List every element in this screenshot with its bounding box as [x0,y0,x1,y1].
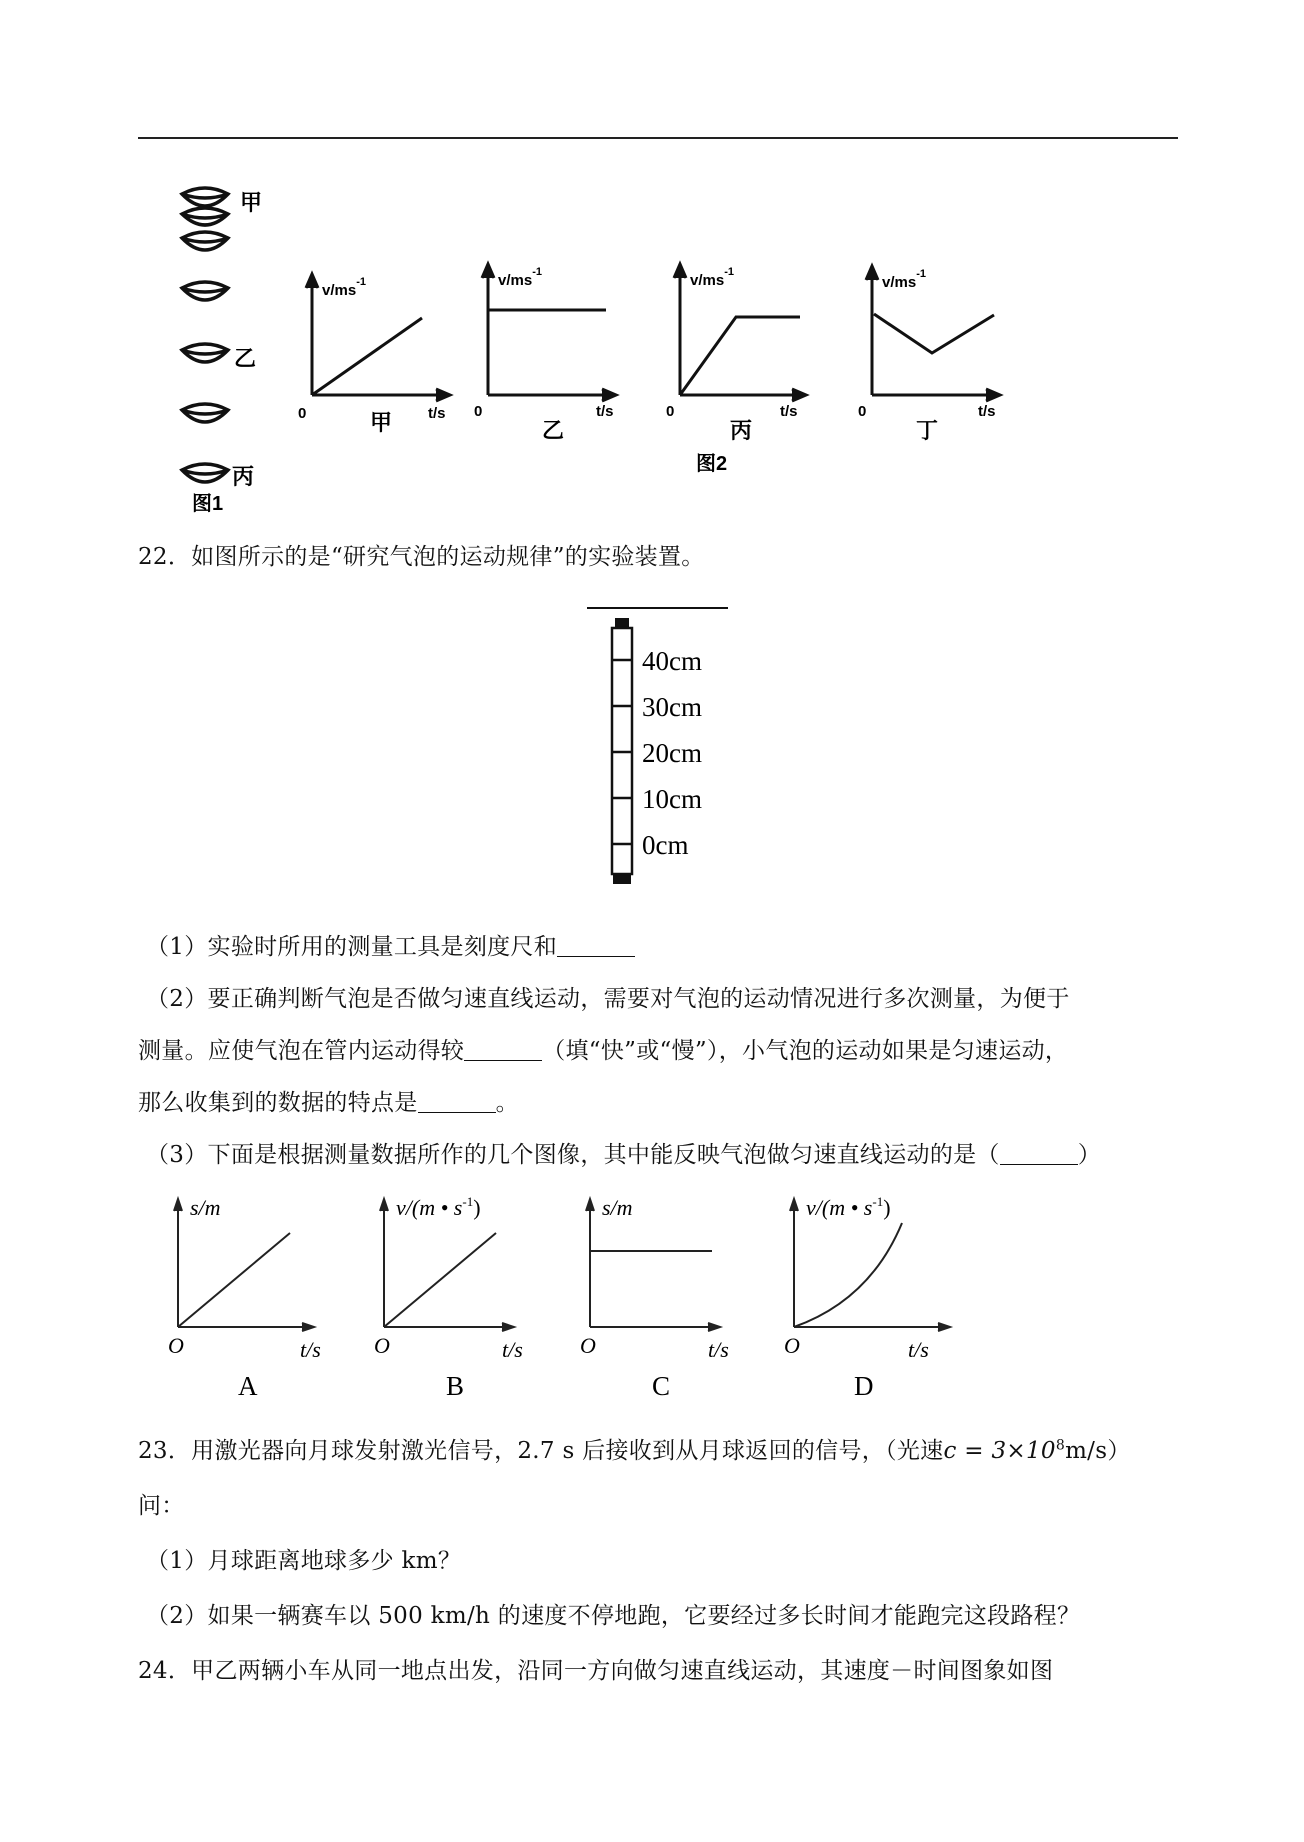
c-option-label: C [652,1371,671,1400]
q22-option-graphs [150,1185,970,1400]
q23-stem [138,1432,1131,1465]
q22-part2-line2-b: （填“快”或“慢”），小气泡的运动如果是匀速运动， [542,1038,1069,1064]
d-x-label: t/s [908,1337,929,1362]
c-x-label: t/s [708,1337,729,1362]
jia-caption: 甲 [370,410,393,435]
q22-part3-text-a: （3）下面是根据测量数据所作的几个图像，其中能反映气泡做匀速直线运动的是（ [146,1142,1000,1168]
fig1-label-jia: 甲 [240,190,263,215]
ding-x-label: t/s [978,403,996,420]
b-origin: O [374,1333,390,1358]
ding-caption: 丁 [916,418,939,443]
q22-part2-line2-a: 测量。应使气泡在管内运动得较 [138,1038,465,1064]
a-option-label: A [238,1371,258,1400]
q23-part1: （1）月球距离地球多少 km？ [146,1548,462,1574]
fig1-label-bing: 丙 [232,464,255,489]
q23-stem-a: 23．用激光器向月球发射激光信号，2.7 s 后接收到从月球返回的信号，（光速 [138,1438,944,1464]
tube-mark-20: 20cm [642,738,702,768]
a-origin: O [168,1333,184,1358]
jia-origin: 0 [298,405,307,422]
yi-x-label: t/s [596,403,614,420]
q22-part2-blank2[interactable] [418,1089,496,1113]
tube-mark-30: 30cm [642,692,702,722]
q23-part2: （2）如果一辆赛车以 500 km/h 的速度不停地跑，它要经过多长时间才能跑完这段路程？ [146,1603,1081,1629]
d-origin: O [784,1333,800,1358]
top-figures [170,180,1050,520]
bing-origin: 0 [666,403,675,420]
q22-part2-line2 [138,1032,1068,1065]
header-rule [138,137,1178,139]
c-origin: O [580,1333,596,1358]
ding-y-label: $v/ms^{-1}$ [882,268,926,291]
fig1-label-yi: 乙 [234,346,257,371]
yi-caption: 乙 [542,418,565,443]
d-option-label: D [854,1371,874,1400]
a-y-label: s/m [190,1195,221,1220]
bubble-6 [182,404,228,422]
q22-part2-line3-a: 那么收集到的数据的特点是 [138,1090,418,1116]
bing-y-label: $v/ms^{-1}$ [690,266,734,289]
q23-formula-unit: m/s [1065,1438,1108,1464]
bing-x-label: t/s [780,403,798,420]
fig1-bubbles [182,188,228,482]
fig2-caption: 图2 [696,453,728,475]
bing-caption: 丙 [730,418,753,443]
q23-formula: c = 3×10 [943,1438,1056,1464]
q22-part3 [146,1136,1101,1169]
q22-part1-blank[interactable] [557,933,635,957]
jia-x-label: t/s [428,405,446,422]
q22-part2-line3 [138,1084,519,1117]
bubble-1 [182,188,228,206]
q22-part2-line1: （2）要正确判断气泡是否做匀速直线运动，需要对气泡的运动情况进行多次测量，为便于 [146,986,1070,1012]
yi-y-label: $v/ms^{-1}$ [498,266,542,289]
bubble-3 [182,232,228,250]
bubble-7 [182,464,228,482]
q23-formula-exp: 8 [1055,1437,1066,1454]
q23-line2: 问： [138,1493,185,1519]
d-y-label: v/(m • $s^{-1}$) [806,1194,891,1220]
q22-part2-blank1[interactable] [464,1037,542,1061]
q22-part3-text-b: ） [1077,1142,1102,1168]
bubble-2 [182,208,228,225]
bubble-4 [182,282,228,300]
b-x-label: t/s [502,1337,523,1362]
jia-y-label: $v/ms^{-1}$ [322,276,366,299]
a-x-label: t/s [300,1337,321,1362]
q23-stem-b: ） [1107,1438,1131,1464]
tube-mark-10: 10cm [642,784,702,814]
q22-part3-blank[interactable] [1000,1141,1078,1165]
q22-stem: 22．如图所示的是“研究气泡的运动规律”的实验装置。 [138,544,705,570]
q24-stem: 24．甲乙两辆小车从同一地点出发，沿同一方向做匀速直线运动，其速度－时间图象如图 [138,1658,1054,1684]
tube-mark-0: 0cm [642,830,689,860]
ding-origin: 0 [858,403,867,420]
b-y-label: v/(m • $s^{-1}$) [396,1194,481,1220]
c-y-label: s/m [602,1195,633,1220]
tube-mark-40: 40cm [642,646,702,676]
bubble-5 [182,344,228,362]
b-option-label: B [446,1371,465,1400]
yi-origin: 0 [474,403,483,420]
fig1-caption: 图1 [192,493,224,515]
q22-part2-line3-b: 。 [495,1090,519,1116]
bubble-tube-figure [580,600,760,896]
q22-part1-text: （1）实验时所用的测量工具是刻度尺和 [146,934,558,960]
q22-part1 [146,928,635,961]
